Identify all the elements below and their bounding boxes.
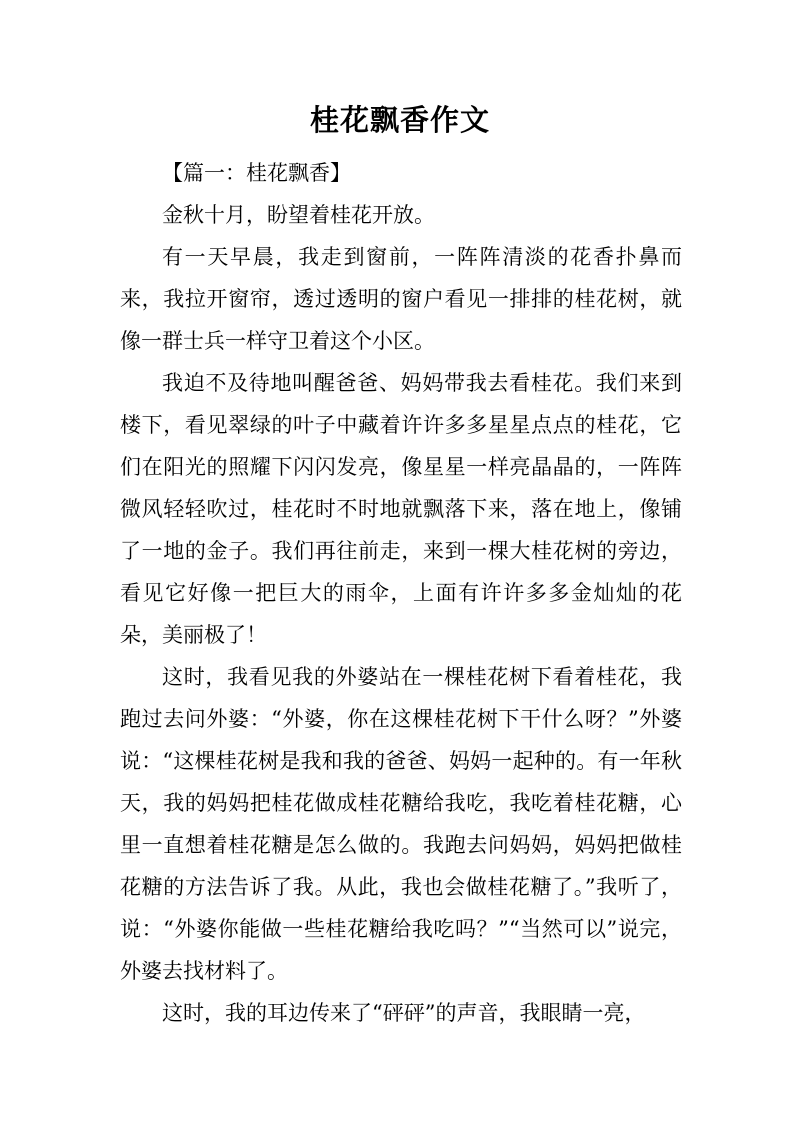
document-body bbox=[120, 152, 682, 1034]
section-heading: 【篇一：桂花飘香】 bbox=[162, 161, 351, 185]
paragraph: 这时，我看见我的外婆站在一棵桂花树下看着桂花，我跑过去问外婆：“外婆，你在这棵桂花树下干什么呀？”外婆说：“这棵桂花树是我和我的爸爸、妈妈一起种的。有一年秋天，我的妈妈把桂花做成桂花糖给我吃，我吃着桂花糖，心里一直想着桂花糖是怎么做的。我跑去问妈妈，妈妈把做桂花糖的方法告诉了我。从此，我也会做桂花糖了。”我听了，说：“外婆你能做一些桂花糖给我吃吗？”“当然可以”说完，外婆去找材料了。 bbox=[120, 665, 682, 983]
paragraph: 我迫不及待地叫醒爸爸、妈妈带我去看桂花。我们来到楼下，看见翠绿的叶子中藏着许许多多星星点点的桂花，它们在阳光的照耀下闪闪发亮，像星星一样亮晶晶的，一阵阵微风轻轻吹过，桂花时不时地就飘落下来，落在地上，像铺了一地的金子。我们再往前走，来到一棵大桂花树的旁边，看见它好像一把巨大的雨伞，上面有许许多多金灿灿的花朵，美丽极了！ bbox=[120, 371, 682, 647]
document-title: 桂花飘香作文 bbox=[309, 103, 490, 137]
paragraph: 有一天早晨，我走到窗前，一阵阵清淡的花香扑鼻而来，我拉开窗帘，透过透明的窗户看见一排排的桂花树，就像一群士兵一样守卫着这个小区。 bbox=[120, 245, 682, 353]
paragraph: 金秋十月，盼望着桂花开放。 bbox=[162, 203, 435, 227]
paragraph: 这时，我的耳边传来了“砰砰”的声音，我眼睛一亮， bbox=[162, 1001, 646, 1025]
